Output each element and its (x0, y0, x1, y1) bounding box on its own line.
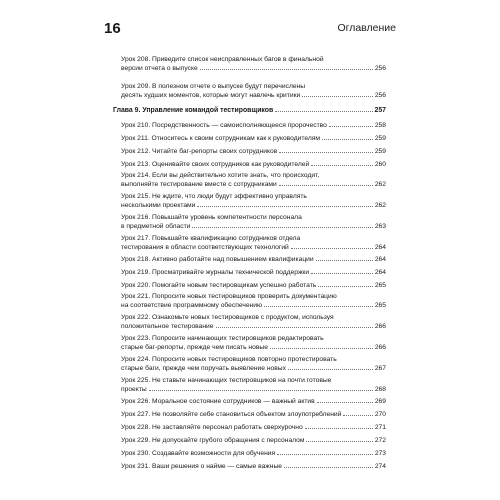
dot-leader (277, 454, 373, 455)
toc-entry-title-line: тестирования в области соответствующих технологий (121, 244, 289, 252)
toc-page-number: 266 (374, 344, 386, 352)
toc-entry-title-line: Урок 230. Создавайте возможности для обучения (121, 450, 276, 457)
toc-page-number: 263 (374, 223, 386, 231)
toc-entry-title-line: Урок 222. Ознакомьте новых тестировщиков с продуктом, используя (121, 314, 334, 321)
toc-lesson-entry[interactable] (113, 313, 386, 331)
toc-lesson-entry[interactable] (113, 334, 386, 352)
toc-lesson-entry[interactable] (113, 436, 386, 445)
dot-leader (317, 402, 373, 403)
toc-lesson-entry[interactable] (113, 147, 386, 156)
toc-entry-title-line: Урок 215. Не ждите, что люди будут эффективно управлять (121, 193, 307, 200)
toc-entry-title-line: версии отчета о выпуске (121, 65, 198, 73)
toc-entry-title-line: Урок 223. Попросите начинающих тестировщиков редактировать (121, 335, 324, 342)
toc-entry-title-line: Глава 9. Управление командой тестировщиков (113, 107, 274, 114)
toc-lesson-entry[interactable] (113, 171, 386, 189)
dot-leader (305, 428, 373, 429)
toc-lesson-entry[interactable] (113, 410, 386, 419)
toc-lesson-entry[interactable] (113, 397, 386, 406)
toc-entry-title-line: Урок 227. Не позволяйте себе становиться объектом злоупотреблений (121, 411, 342, 418)
dot-leader (329, 126, 373, 127)
toc-page-number: 271 (374, 424, 386, 431)
toc-entry-title-line: проекты (121, 386, 147, 394)
toc-page-number: 270 (374, 411, 386, 418)
dot-leader (306, 441, 372, 442)
toc-page-number: 264 (374, 256, 386, 263)
page-number: 16 (104, 20, 121, 37)
toc-entry-title-line: Урок 214. Если вы действительно хотите знать, что происходит, (121, 172, 320, 179)
toc-page-number: 256 (374, 92, 386, 100)
toc-page-number: 267 (374, 365, 386, 373)
dot-leader (200, 69, 373, 70)
toc-lesson-entry[interactable] (113, 449, 386, 458)
dot-leader (318, 286, 373, 287)
toc-page-number: 269 (374, 398, 386, 405)
toc-lesson-entry[interactable] (113, 281, 386, 290)
toc-page-number: 259 (374, 135, 386, 142)
toc-entry-title-line: в предметной области (121, 223, 191, 231)
dot-leader (343, 415, 372, 416)
toc-lesson-entry[interactable] (113, 255, 386, 264)
toc-page-number: 273 (374, 450, 386, 457)
toc-entry-title-line: Урок 231. Ваши решения о найме — самые важные (121, 463, 282, 470)
toc-entry-title-line: выполняйте тестирование вместе с сотрудниками (121, 181, 277, 189)
toc-entry-title-line: Урок 224. Попросите новых тестировщиков повторно протестировать (121, 356, 337, 363)
toc-entry-title-line: Урок 220. Помогайте новым тестировщикам успешно работать (121, 282, 317, 289)
toc-entry-title-line: Урок 213. Оценивайте своих сотрудников как руководителей (121, 161, 310, 168)
toc-lesson-entry[interactable] (113, 234, 386, 252)
toc-lesson-entry[interactable] (113, 160, 386, 169)
dot-leader (264, 306, 373, 307)
dot-leader (311, 273, 373, 274)
toc-entry-title-line: десять худших моментов, которые могут навлечь критики (121, 92, 301, 100)
toc-entry-title-line: Урок 221. Попросите новых тестировщиков проверить документацию (121, 293, 337, 300)
toc-entry-title-line: Урок 209. В полезном отчете о выпуске будут перечислены (121, 83, 306, 90)
toc-lesson-entry[interactable] (113, 121, 386, 130)
dot-leader (291, 248, 373, 249)
toc-page-number: 260 (374, 161, 386, 168)
toc-lesson-entry[interactable] (113, 268, 386, 277)
toc-entry-title-line: на соответствие программному обеспечению (121, 302, 263, 310)
toc-page-number: 265 (374, 282, 386, 289)
toc-lesson-entry[interactable] (113, 82, 386, 100)
toc-page-number: 257 (374, 107, 386, 114)
toc-page-number: 264 (374, 244, 386, 252)
running-header-title: Оглавление (337, 22, 396, 34)
toc-entry-title-line: старые баги, прежде чем поручать выявление новых (121, 365, 286, 373)
dot-leader (192, 227, 372, 228)
dot-leader (216, 327, 373, 328)
toc-entry-title-line: Урок 217. Повышайте квалификацию сотрудников отдела (121, 235, 301, 242)
toc-entry-title-line: Урок 216. Повышайте уровень компетентности персонала (121, 214, 302, 221)
toc-page-number: 264 (374, 269, 386, 276)
toc-page-number: 268 (374, 386, 386, 394)
toc-entry-title-line: старые баг-репорты, прежде чем писать новые (121, 344, 268, 352)
toc-lesson-entry[interactable] (113, 213, 386, 231)
toc-page-number: 256 (374, 65, 386, 73)
toc-lesson-entry[interactable] (113, 376, 386, 394)
toc-lesson-entry[interactable] (113, 192, 386, 210)
dot-leader (322, 139, 373, 140)
toc-chapter-entry[interactable] (113, 106, 386, 115)
toc-page-number: 265 (374, 302, 386, 310)
dot-leader (279, 185, 373, 186)
dot-leader (197, 206, 372, 207)
toc-page-number: 274 (374, 463, 386, 470)
toc-page-number: 259 (374, 148, 386, 155)
toc-lesson-entry[interactable] (113, 134, 386, 143)
toc-page-number: 262 (374, 181, 386, 189)
toc-page-number: 262 (374, 202, 386, 210)
toc-entry-title-line: положительное тестирование (121, 323, 214, 331)
toc-entry-title-line: Урок 210. Посредственность — самоисполняющееся пророчество (121, 122, 327, 129)
toc-entry-title-line: Урок 212. Читайте баг-репорты своих сотрудников (121, 148, 278, 155)
dot-leader (288, 369, 373, 370)
toc-lesson-entry[interactable] (113, 423, 386, 432)
toc-entry-title-line: Урок 218. Активно работайте над повышением квалификации (121, 256, 314, 263)
toc-entry-title-line: Урок 219. Просматривайте журналы технической поддержки (121, 269, 310, 276)
dot-leader (284, 467, 373, 468)
toc-entry-title-line: Урок 229. Не допускайте грубого обращения с персоналом (121, 437, 305, 444)
toc-entry-title-line: Урок 228. Не заставляйте персонал работать сверхурочно (121, 424, 303, 431)
toc-lesson-entry[interactable] (113, 355, 386, 373)
dot-leader (275, 111, 372, 112)
toc-entry-title-line: Урок 225. Не ставьте начинающих тестировщиков на почти готовые (121, 377, 332, 384)
dot-leader (316, 260, 373, 261)
toc-entry-title-line: Урок 208. Приведите список неисправленных багов в финальной (121, 56, 324, 63)
dot-leader (311, 165, 373, 166)
toc-lesson-entry[interactable] (113, 462, 386, 471)
toc-lesson-entry[interactable] (113, 55, 386, 73)
toc-entry-title-line: Урок 211. Относитесь к своим сотрудникам как к руководителям (121, 135, 320, 142)
toc-entry-title-line: Урок 226. Моральное состояние сотрудников — важный актив (121, 398, 315, 405)
toc-lesson-entry[interactable] (113, 292, 386, 310)
dot-leader (302, 96, 373, 97)
toc-page-number: 272 (374, 437, 386, 444)
toc-entry-title-line: несколькими проектами (121, 202, 196, 210)
toc-page-number: 258 (374, 122, 386, 129)
dot-leader (270, 348, 373, 349)
toc-page-number: 266 (374, 323, 386, 331)
dot-leader (279, 152, 373, 153)
dot-leader (149, 390, 373, 391)
